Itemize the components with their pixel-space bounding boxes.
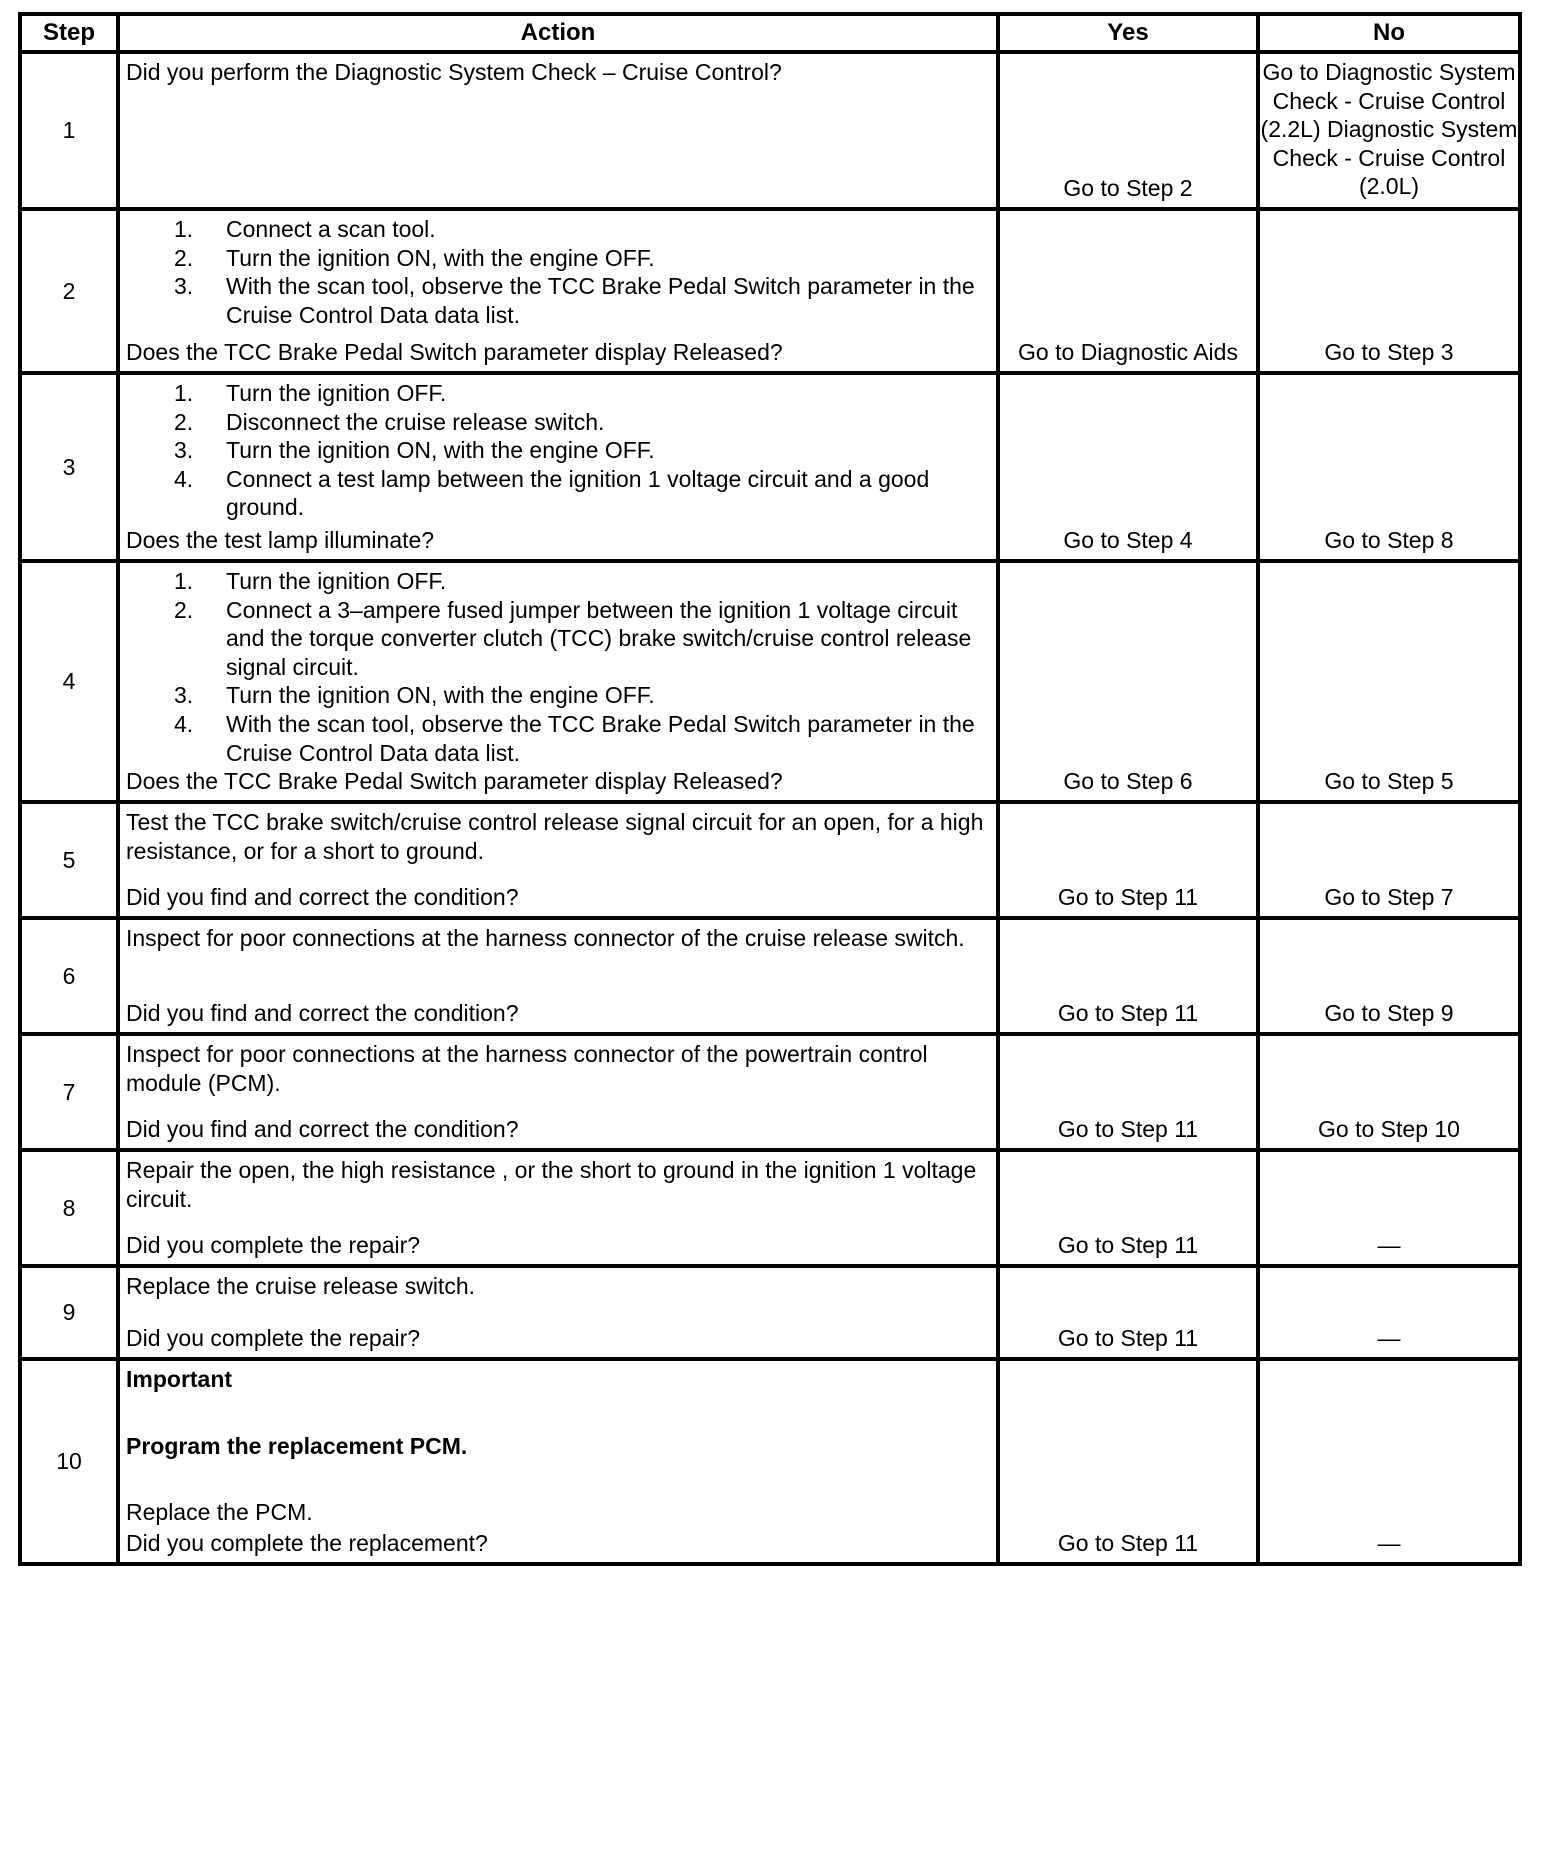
- action-question: Does the test lamp illuminate?: [126, 527, 435, 554]
- action-text: Replace the cruise release switch.: [126, 1273, 475, 1299]
- action-question: Did you find and correct the condition?: [126, 884, 519, 911]
- header-step: Step: [20, 14, 118, 52]
- action-question: Did you complete the repair?: [126, 1325, 421, 1352]
- action-text: Test the TCC brake switch/cruise control release signal circuit for an open, for a high resistance, or for a short to ground.: [126, 809, 984, 864]
- yes-cell: Go to Step 6: [998, 561, 1258, 802]
- step-number: 1: [20, 52, 118, 209]
- table-row: [20, 1150, 1520, 1266]
- header-action: Action: [118, 14, 998, 52]
- list-item: 4. Connect a test lamp between the ignition 1 voltage circuit and a good ground.: [174, 465, 930, 521]
- action-text: Inspect for poor connections at the harness connector of the cruise release switch.: [126, 925, 965, 951]
- action-cell: [118, 918, 998, 1034]
- no-cell: Go to Step 7: [1258, 802, 1520, 918]
- step-number: 8: [20, 1150, 118, 1266]
- no-cell: Go to Step 9: [1258, 918, 1520, 1034]
- list-item: 3. With the scan tool, observe the TCC Brake Pedal Switch parameter in the Cruise Control Data data list.: [174, 273, 975, 328]
- action-question: Does the TCC Brake Pedal Switch parameter display Released?: [126, 768, 783, 795]
- step-number: 5: [20, 802, 118, 918]
- diagnostic-table: [18, 12, 1522, 1566]
- yes-cell: Go to Step 11: [998, 1034, 1258, 1150]
- action-text: Inspect for poor connections at the harness connector of the powertrain control module (PCM).: [126, 1041, 928, 1096]
- no-cell: —: [1258, 1359, 1520, 1564]
- action-cell: [118, 1034, 998, 1150]
- no-cell: Go to Diagnostic System Check - Cruise Control (2.2L) Diagnostic System Check - Cruise Control (2.0L): [1258, 52, 1520, 209]
- table-row: [20, 802, 1520, 918]
- action-cell: [118, 1150, 998, 1266]
- list-item: 2. Turn the ignition ON, with the engine OFF.: [174, 244, 655, 271]
- action-question: Did you complete the repair?: [126, 1232, 421, 1259]
- list-item: 1. Turn the ignition OFF.: [174, 568, 447, 594]
- step-number: 9: [20, 1266, 118, 1359]
- action-steps-list: [126, 567, 990, 767]
- list-item: 1. Connect a scan tool.: [174, 216, 436, 242]
- action-question: Did you complete the replacement?: [126, 1530, 488, 1557]
- yes-cell: Go to Step 11: [998, 1359, 1258, 1564]
- step-number: 10: [20, 1359, 118, 1564]
- important-label: Important: [126, 1366, 233, 1392]
- no-cell: Go to Step 10: [1258, 1034, 1520, 1150]
- no-cell: Go to Step 5: [1258, 561, 1520, 802]
- yes-cell: Go to Step 11: [998, 1150, 1258, 1266]
- action-text: Replace the PCM.: [126, 1499, 313, 1526]
- step-number: 6: [20, 918, 118, 1034]
- no-cell: —: [1258, 1266, 1520, 1359]
- action-text: Repair the open, the high resistance , or the short to ground in the ignition 1 voltage circuit.: [126, 1157, 977, 1212]
- no-cell: —: [1258, 1150, 1520, 1266]
- list-item: 2. Connect a 3–ampere fused jumper between the ignition 1 voltage circuit and the torque converter clutch (TCC) brake switch/cruise control release signal circuit.: [174, 596, 972, 680]
- yes-cell: Go to Step 4: [998, 373, 1258, 561]
- step-number: 4: [20, 561, 118, 802]
- list-item: 3. Turn the ignition ON, with the engine OFF.: [174, 682, 655, 709]
- table-row: [20, 561, 1520, 802]
- action-question: Does the TCC Brake Pedal Switch parameter display Released?: [126, 339, 783, 366]
- header-no: No: [1258, 14, 1520, 52]
- header-row: [20, 14, 1520, 52]
- table-row: [20, 918, 1520, 1034]
- action-cell: [118, 561, 998, 802]
- step-number: 2: [20, 209, 118, 373]
- list-item: 4. With the scan tool, observe the TCC Brake Pedal Switch parameter in the Cruise Control Data data list.: [174, 710, 975, 766]
- step-number: 7: [20, 1034, 118, 1150]
- no-cell: Go to Step 8: [1258, 373, 1520, 561]
- action-cell: [118, 373, 998, 561]
- action-cell: [118, 52, 998, 209]
- table-row: [20, 1266, 1520, 1359]
- table-row: [20, 1359, 1520, 1564]
- no-cell: Go to Step 3: [1258, 209, 1520, 373]
- yes-cell: Go to Step 11: [998, 918, 1258, 1034]
- step-number: 3: [20, 373, 118, 561]
- action-cell: [118, 802, 998, 918]
- important-note: Program the replacement PCM.: [126, 1432, 468, 1459]
- list-item: 3. Turn the ignition ON, with the engine OFF.: [174, 437, 655, 464]
- list-item: 2. Disconnect the cruise release switch.: [174, 408, 605, 435]
- table-row: [20, 1034, 1520, 1150]
- yes-cell: Go to Step 2: [998, 52, 1258, 209]
- table-row: [20, 373, 1520, 561]
- action-steps-list: [126, 379, 990, 522]
- yes-cell: Go to Step 11: [998, 802, 1258, 918]
- list-item: 1. Turn the ignition OFF.: [174, 380, 447, 406]
- action-cell: [118, 1359, 998, 1564]
- yes-cell: Go to Step 11: [998, 1266, 1258, 1359]
- action-question: Did you find and correct the condition?: [126, 1000, 519, 1027]
- action-question: Did you find and correct the condition?: [126, 1116, 519, 1143]
- diagnostic-table-document: [18, 12, 1518, 1566]
- header-yes: Yes: [998, 14, 1258, 52]
- table-row: [20, 52, 1520, 209]
- table-row: [20, 209, 1520, 373]
- yes-cell: Go to Diagnostic Aids: [998, 209, 1258, 373]
- action-steps-list: [126, 215, 990, 329]
- action-cell: [118, 209, 998, 373]
- action-cell: [118, 1266, 998, 1359]
- action-question: Did you perform the Diagnostic System Check – Cruise Control?: [126, 59, 782, 85]
